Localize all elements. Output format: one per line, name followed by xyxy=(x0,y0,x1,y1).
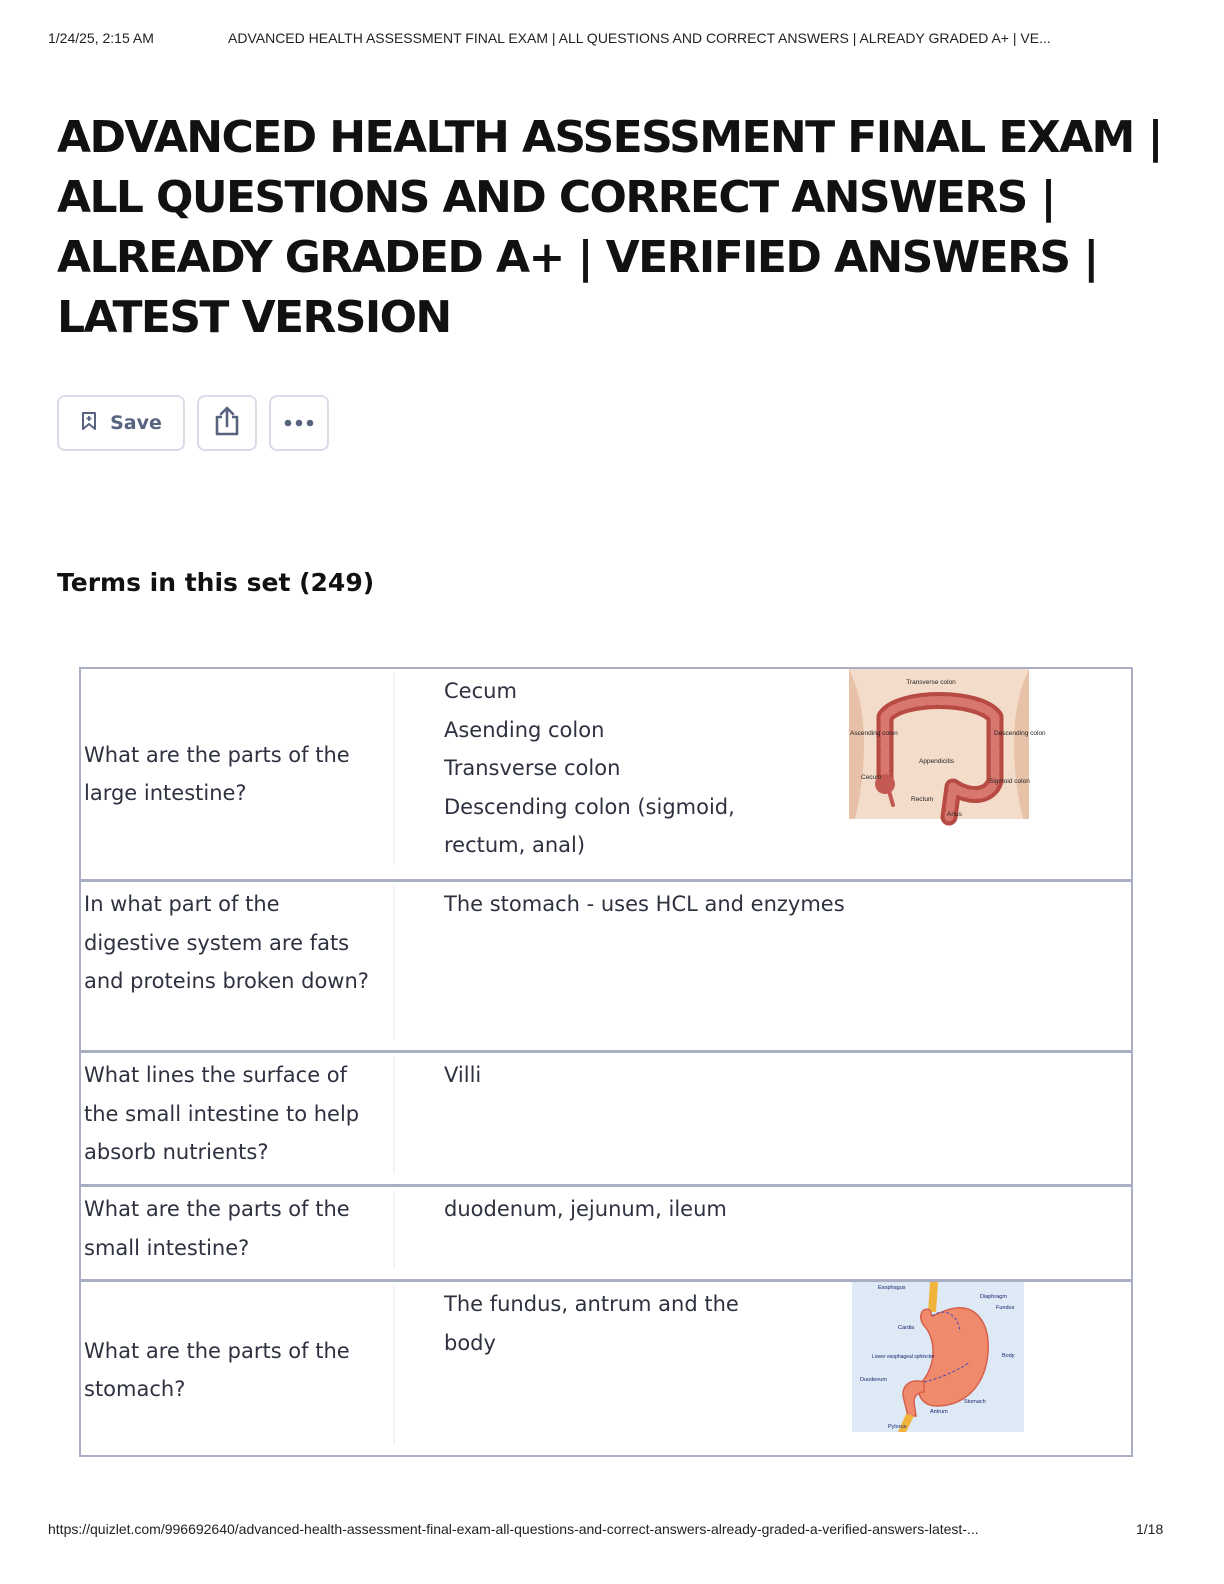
column-divider xyxy=(393,1057,395,1173)
term-text: What are the parts of the stomach? xyxy=(84,1338,350,1401)
share-button[interactable] xyxy=(197,395,257,451)
label-descending: Descending colon xyxy=(994,730,1046,737)
column-divider xyxy=(393,1286,395,1444)
label-ascending: Ascending colon xyxy=(850,730,898,737)
save-button[interactable] xyxy=(57,395,185,451)
definition-text: The stomach - uses HCL and enzymes xyxy=(444,892,845,916)
label-antrum: Antrum xyxy=(930,1409,948,1415)
term-text: What are the parts of the small intestine? xyxy=(84,1197,350,1260)
terms-heading: Terms in this set (249) xyxy=(57,568,375,597)
column-divider xyxy=(393,1191,395,1268)
term-row xyxy=(81,669,1131,879)
save-button-label: Save xyxy=(110,412,162,434)
share-icon xyxy=(212,405,242,442)
column-divider xyxy=(393,886,395,1039)
label-fundus: Fundus xyxy=(996,1305,1015,1311)
print-header xyxy=(48,30,1164,46)
terms-table xyxy=(79,667,1133,1457)
more-options-button[interactable] xyxy=(269,395,329,451)
label-body: Body xyxy=(1002,1353,1015,1359)
term-text: What lines the surface of the small intestine to help absorb nutrients? xyxy=(84,1063,360,1164)
definition-text: duodenum, jejunum, ileum xyxy=(444,1197,727,1221)
term-text: What are the parts of the large intestine? xyxy=(84,742,350,805)
page-title: ADVANCED HEALTH ASSESSMENT FINAL EXAM | ALL QUESTIONS AND CORRECT ANSWERS | ALREADY GRADED A+ | VERIFIED ANSWERS | LATEST VERSION xyxy=(57,112,1162,343)
label-duodenum: Duodenum xyxy=(860,1377,887,1383)
definition-text: The fundus, antrum and the body xyxy=(444,1292,739,1355)
definition-text: Villi xyxy=(444,1063,482,1087)
stomach-diagram xyxy=(852,1282,1024,1432)
label-appendicitis: Appendicitis xyxy=(919,758,955,765)
label-cecum: Cecum xyxy=(861,774,882,781)
label-cardia: Cardia xyxy=(898,1325,915,1331)
set-actions xyxy=(57,395,329,451)
bookmark-icon xyxy=(80,411,98,436)
label-pylorus: Pylorus xyxy=(888,1424,907,1430)
print-footer-url: https://quizlet.com/996692640/advanced-health-assessment-final-exam-all-questions-and-correct-answers-already-graded-a-verified-answers-latest-... xyxy=(48,1521,979,1537)
label-sigmoid: Sigmoid colon xyxy=(989,778,1030,785)
label-rectum: Rectum xyxy=(911,796,934,803)
print-title: ADVANCED HEALTH ASSESSMENT FINAL EXAM | ALL QUESTIONS AND CORRECT ANSWERS | ALREADY GRADED A+ | VE... xyxy=(228,30,1051,46)
term-row xyxy=(81,1050,1131,1187)
print-page-counter: 1/18 xyxy=(1136,1521,1164,1537)
label-stomach: Stomach xyxy=(964,1399,986,1405)
print-datetime: 1/24/25, 2:15 AM xyxy=(48,30,154,46)
term-row xyxy=(81,879,1131,1053)
label-les: Lower esophageal sphincter xyxy=(872,1354,935,1360)
column-divider xyxy=(393,673,395,865)
label-transverse: Transverse colon xyxy=(906,679,956,686)
definition-text: Cecum Asending colon Transverse colon Descending colon (sigmoid, rectum, anal) xyxy=(444,679,735,857)
label-anus: Anus xyxy=(947,811,962,818)
term-text: In what part of the digestive system are fats and proteins broken down? xyxy=(84,892,369,993)
term-row xyxy=(81,1279,1131,1458)
term-row xyxy=(81,1184,1131,1282)
large-intestine-diagram xyxy=(849,669,1046,819)
label-diaphragm: Diaphragm xyxy=(980,1294,1007,1300)
label-esophagus: Esophagus xyxy=(878,1285,906,1291)
more-horizontal-icon xyxy=(284,414,314,432)
